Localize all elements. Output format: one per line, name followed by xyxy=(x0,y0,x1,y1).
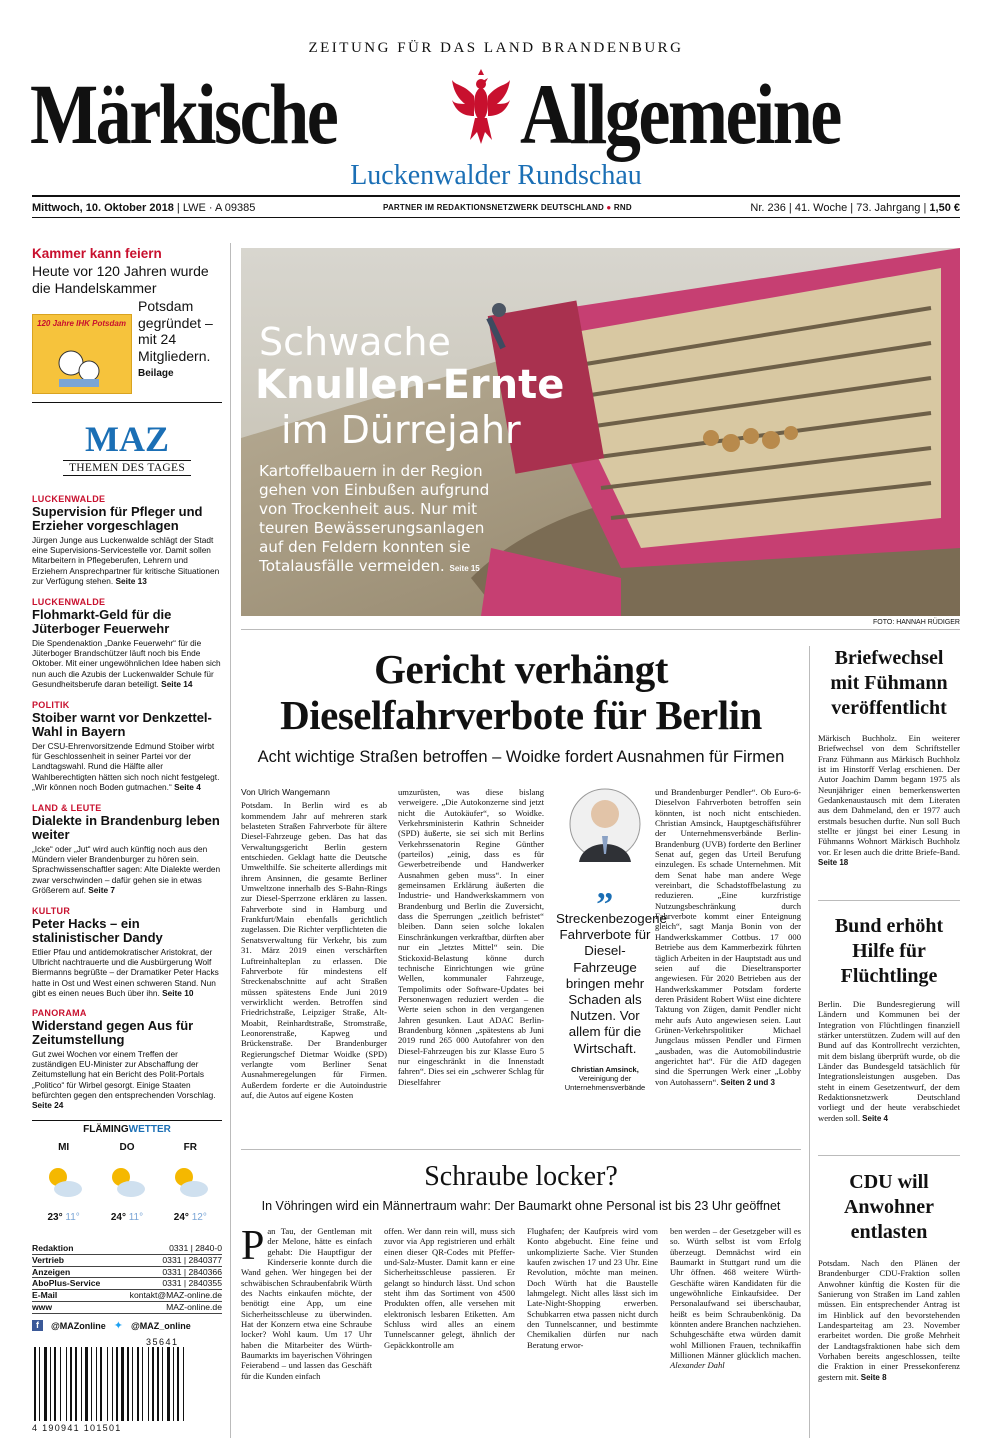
partner-text: PARTNER IM REDAKTIONSNETZWERK DEUTSCHLAND xyxy=(383,203,604,212)
bund-text: Berlin. Die Bundesregierung will Ländern und Kommunen bei der Integration von Flüchtlingen finanziell stärker unterstützen. Zudem will auf den Bund auf das Kontrollrecht verzichten, mit dem bislang überprüft wurde, ob die Länder das Bundesgeld tatsächlich für Integrationsleistungen ausgeben. Das steht in einem Gesetzentwurf, der dem Redaktionsnetzwerk Deutschland vorliegt und der heute verabschiedet werden soll. xyxy=(818,999,960,1123)
right-divider-1 xyxy=(818,900,960,901)
main-column-1-text: Potsdam. In Berlin wird es ab kommendem Jahr auf mehreren stark belasteten Straßen Fahrverbote für ältere Diesel-Fahrzeuge geben. Das hat das Verwaltungsgericht Berlin gestern entschieden. Geklagt hatte die Deutsche Umwelthilfe. Sie scheiterte allerdings mit ihrem Ansinnen, die gesamte Berliner Umweltzone innerhalb des S-Bahn-Rings zur Diesel-Sperrzone erklären zu lassen. Fahrverbote sind in Hamburg und Frankfurt/Main ebenfalls gerichtlich zugelassen. Die Richter verpflichteten die Senatsverwaltung für Verkehr, bis zum 31. März 2019 einen verschärften Luftreinhalteplan zu erlassen. Die Fahrverbote für mindestens elf Streckenabschnitte auf acht Straßen müssen spätestens Ende Juni 2019 verwirklicht werden. Betroffen sind Friedrichstraße, Leipziger Straße, Alt-Moabit, Reinhardtstraße, Stromstraße, Leonorenstraße, Kapweg und Brückenstraße. Der Brandenburger Regierungschef Dietmar Woidke (SPD) verlangte vom Berliner Senat Ausnahmeregelungen für Firmen. Außerdem forderte er die Autoindustrie auf, die Autos auf eigene Kosten xyxy=(241,800,387,1100)
themes-header xyxy=(32,420,222,476)
contact-label: Redaktion xyxy=(32,1243,74,1253)
weather-day-label: MI xyxy=(58,1142,70,1153)
masthead-rule-top xyxy=(32,195,960,197)
main-headline-line-2: Dieselfahrverbote für Berlin xyxy=(280,692,762,738)
themes-item-kicker: POLITIK xyxy=(32,700,70,710)
story2-column-2: offen. Wer dann rein will, muss sich zuvor via App registrieren und erhält einen dieser QR-Codes mit Pfeffer-und-Salz-Muster. Damit kann er eine Sicherheitsschleuse passieren. Er gelangt so hindurch lässt. Und schon steht ihm das Sortiment von 4500 Produkten offen, alle versehen mit elektronisch lesbaren Etiketten. Am Schluss wird alles an einem Tunnelscanner gelegt, ähnlich der Gepäckkontrolle am xyxy=(384,1226,515,1350)
story2-column-1 xyxy=(241,1223,372,1381)
main-column-3 xyxy=(655,787,801,1088)
themes-item-page: Seite 14 xyxy=(161,678,193,689)
contact-website-link[interactable]: MAZ-online.de xyxy=(166,1301,222,1312)
promo-text-2: Potsdam gegründet – mit 24 Mitgliedern. xyxy=(138,298,213,364)
promo-box[interactable] xyxy=(32,246,222,394)
issue-price: 1,50 € xyxy=(929,202,960,214)
hero-divider xyxy=(241,629,960,630)
bund-body xyxy=(818,999,960,1124)
briefwechsel-page[interactable]: Seite 18 xyxy=(818,858,849,868)
themes-item-kicker: LUCKENWALDE xyxy=(32,597,106,607)
contact-label: AboPlus-Service xyxy=(32,1278,101,1289)
main-column-3-text: und Brandenburger Pendler“. Ob Euro-6-Dieselvon Fahrverboten betroffen sein könnten, ist noch nicht entschieden. Christian Amsinck, Hauptgeschäftsführer der Unternehmensverbände Berlin-Brandenburg (UVB) forderte den Berliner Senat auf, gegen das Urteil Berufung einzulegen. Es schade Unternehmen. Mit dem Senat habe man andere Wege vereinbart, die Schadstoffbelastung zu reduzieren. „Eine kurzfristige Nutzungsbeschränkung durch Fahrverbote kommt einer Enteignung gleich“, sagt Manja Bonin von der Handwerkskammer Cottbus. 17 000 Betriebe aus dem Kammerbezirk führten täglich Arbeiten in der Hauptstadt aus und seien auf die Dieseltransporter angewiesen. Für 2020 Betrieben aus der Handwerkskammer Potsdam forderte deren Präsident Robert Wüst eine dichtere Taktung von Zügen, damit Pendler nicht mehr aufs Auto angewiesen seien. Laut Grünen-Verkehrspolitiker Michael Jungclaus müssen Pendler und Firmen „ausbaden, was die Automobilindustrie angerichtet hat“. Für die AfD dagegen sind die Sperrungen Werk einer „Lobby von Autohassern“. xyxy=(655,787,801,1087)
twitter-handle[interactable]: @MAZ_online xyxy=(131,1320,191,1331)
contact-row xyxy=(32,1255,222,1267)
contact-value: 0331 | 2840366 xyxy=(162,1266,222,1277)
weather-low: 12° xyxy=(191,1212,207,1223)
maz-logo: MAZ xyxy=(85,419,169,459)
weather-day-label: DO xyxy=(119,1142,135,1153)
rnd-label: RND xyxy=(613,203,632,212)
weather-title-b: WETTER xyxy=(128,1124,171,1135)
contact-row xyxy=(32,1267,222,1279)
rnd-logo-icon: ● xyxy=(606,203,612,212)
promo-kicker: Kammer kann feiern xyxy=(32,246,162,261)
contact-label: www xyxy=(32,1301,53,1312)
column-divider-left xyxy=(230,243,231,1438)
hero-title-3: im Dürrejahr xyxy=(281,408,521,452)
themes-item-head: Stoiber warnt vor Denkzettel-Wahl in Bayern xyxy=(32,710,212,739)
cdu-body xyxy=(818,1258,960,1383)
cdu-page[interactable]: Seite 8 xyxy=(860,1372,887,1382)
contact-table xyxy=(32,1243,222,1314)
themes-item-head: Supervision für Pfleger und Erzieher vorgeschlagen xyxy=(32,504,203,533)
themes-item-page: Seite 4 xyxy=(174,781,201,792)
issue-date: Mittwoch, 10. Oktober 2018 xyxy=(32,202,174,214)
briefwechsel-text: Märkisch Buchholz. Ein weiterer Briefwechsel von dem Schriftsteller Franz Fühmann aus Märkisch Buchholz ist im Hinstorff Verlag erschienen. Der Autor Joachim Damm begann 1975 als Neunjähriger einen bemerkenswerten Gedankenaustausch mit dem Literaten aus dem Dahmeland, den er 1977 auch erstmals besuchen durfte. Nun soll Buch stellte er jüngst bei einer Lesung in Fühmanns Wohnort Märkisch Buchholz vor. Er lesen auch die dritte Briefe-Band. xyxy=(818,733,960,857)
story2-column-3: Flughafen; der Kaufpreis wird vom Konto abgebucht. Eine feine und unkomplizierte Sache. Vier Stunden kaufen zwischen 17 und 23 Uhr. Eine Revolution, möchte man meinen. Doch Würth hat die Baustelle lahmgelegt. Nicht alles lässt sich im Late-Night-Shopping erwerben. Schubkarren etwa passen nicht durch den Tunnelscanner, und bestimmte Chemikalien dürfen nur nach Beratung erwor- xyxy=(527,1226,658,1350)
main-column-1 xyxy=(241,787,387,1100)
issue-info: Nr. 236 | 41. Woche | 73. Jahrgang | 1,50 € xyxy=(750,202,960,214)
barcode-number: 4 190941 101501 xyxy=(32,1423,122,1433)
weather-day-label: FR xyxy=(183,1142,197,1153)
main-subheadline: Acht wichtige Straßen betroffen – Woidke fordert Ausnahmen für Firmen xyxy=(257,748,785,766)
themes-item-body: Die Spendenaktion „Danke Feuerwehr“ für die Jüterboger Brandschützer läuft noch bis Ende Oktober. Mit einer ungewöhnlichen Idee haben sich nun auch die Azubis der Luckenwalder Schule für Gesundheitsberufe daran beteiligt. xyxy=(32,638,221,689)
contact-row xyxy=(32,1278,222,1290)
hero-lead xyxy=(259,462,511,578)
quote-author: Christian Amsinck, xyxy=(571,1064,639,1074)
themes-item-body: „Icke“ oder „Jut“ wird auch künftig noch aus den Mündern vieler Brandenburger zu hören sein. Sprachwissenschaftler sagen: Alte Dialekte werden zwar verschwinden – dafür gehen sie in etwas Größerem auf. xyxy=(32,844,221,895)
themes-item-kicker: LUCKENWALDE xyxy=(32,494,106,504)
story2-column-1-text: an Tau, der Gentleman mit der Melone, hätte es einfach gehabt: Die Hauptfigur der Kinderserie konnte durch die Wand gehen. Wer hingegen bei der schwäbischen Schraubenfabrik Würth des Nachts einkaufen möchte, der benötigt eine App, um eine Sicherheitsschleuse zu überwinden. Hat der Konzern etwa eine Schraube locker? Wohl kaum. Um 17 Uhr haben die Mitarbeiter des Würth-Baumarkts im bayerischen Vöhringen Feierabend – und lassen das Geschäft für die Kunden einfach xyxy=(241,1226,372,1381)
story2-column-4 xyxy=(670,1226,801,1371)
story2-column-4-text: ben werden – der Gesetzgeber will es so. Würth selbst ist vom Erfolg überzeugt. Demnächst wird ein Baumarkt in Stuttgart rund um die Uhr öffnen. 468 weitere Würth-Geschäfte wären Kandidaten für die ungewöhnliche Einkaufsidee. Der Personalaufwand sei überschaubar, heißt es beim Schraubenkönig. Da könnten andere Branchen nachziehen. Schuhgeschäfte etwa würden damit wohl Millionen Frauen, technikaffin Millionen Männer glücklich machen. xyxy=(670,1226,801,1361)
contact-value: 0331 | 2840-0 xyxy=(169,1243,222,1253)
sun-cloud-icon xyxy=(44,1163,84,1201)
masthead-title-left: Märkische xyxy=(30,66,337,162)
weather-low: 11° xyxy=(65,1212,80,1223)
supplement-cover-title: 120 Jahre IHK Potsdam xyxy=(37,319,126,328)
sun-cloud-icon xyxy=(107,1163,147,1201)
barcode-addon: 35641 xyxy=(146,1337,179,1347)
contact-value: 0331 | 2840377 xyxy=(162,1254,222,1265)
themes-item-head: Dialekte in Brandenburg leben weiter xyxy=(32,813,220,842)
supplement-cover xyxy=(32,314,132,394)
facebook-handle[interactable]: @MAZonline xyxy=(51,1320,106,1331)
masthead-title-right: Allgemeine xyxy=(520,66,840,162)
social-links xyxy=(32,1319,191,1332)
portrait-photo xyxy=(569,784,641,864)
themes-item-5[interactable] xyxy=(32,906,222,998)
supplement-label: Beilage xyxy=(138,368,174,379)
themes-item-page: Seite 10 xyxy=(162,987,194,998)
themes-item-page: Seite 13 xyxy=(115,575,147,586)
themes-item-body: Jürgen Junge aus Luckenwalde schlägt der Stadt eine Supervisions-Servicestelle vor. Damit sollen Mitarbeitern in Pflegeberufen, Lehrern und Erziehern Ansprechpartner für kritische Situationen zur Verfügung stehen. xyxy=(32,535,220,586)
quote-box xyxy=(556,784,667,1092)
themes-item-page: Seite 24 xyxy=(32,1100,64,1111)
contact-email-link[interactable]: kontakt@MAZ-online.de xyxy=(129,1290,222,1301)
themes-item-2[interactable] xyxy=(32,597,222,689)
story2-subheadline: In Vöhringen wird ein Männertraum wahr: Der Baumarkt ohne Personal ist bis 23 Uhr geöffnet xyxy=(261,1199,781,1213)
barcode-icon xyxy=(32,1347,192,1423)
contact-row xyxy=(32,1243,222,1255)
story2-author: Alexander Dahl xyxy=(670,1360,725,1371)
story2-divider xyxy=(241,1149,801,1150)
column-divider-right xyxy=(809,646,810,1438)
cdu-headline[interactable]: CDU will Anwohner entlasten xyxy=(843,1171,934,1243)
weather-day-3 xyxy=(160,1142,220,1223)
twitter-icon: ✦ xyxy=(113,1320,123,1332)
themes-item-head: Peter Hacks – ein stalinistischer Dandy xyxy=(32,916,163,945)
masthead-tagline: ZEITUNG FÜR DAS LAND BRANDENBURG xyxy=(308,40,684,56)
main-headline[interactable] xyxy=(241,646,801,738)
dateline: Mittwoch, 10. Oktober 2018 | LWE · A 09385 xyxy=(32,202,256,214)
themes-item-body: Gut zwei Wochen vor einem Treffen der zuständigen EU-Minister zur Abschaffung der Zeitumstellung hat ein Bericht des Polit-Portals „Politico“ für Wirbel gesorgt. Einige Staaten befürchten gegen den entsprechenden Vorschlag. xyxy=(32,1049,216,1100)
contact-value: 0331 | 2840355 xyxy=(162,1278,222,1289)
themes-item-body: Der CSU-Ehrenvorsitzende Edmund Stoiber wirbt für Geschlossenheit in seiner Partei vor der Landtagswahl. Rund die Hälfte aller Wahlberechtigten hätten sich noch nicht festgelegt. „Wir können noch Boden gutmachen.“ xyxy=(32,741,220,792)
contact-label: Vertrieb xyxy=(32,1254,65,1265)
themes-item-kicker: LAND & LEUTE xyxy=(32,803,102,813)
hero-title-1: Schwache xyxy=(259,320,451,364)
contact-label: Anzeigen xyxy=(32,1266,71,1277)
themes-item-head: Flohmarkt-Geld für die Jüterboger Feuerwehr xyxy=(32,607,172,636)
quote-mark-icon: „ xyxy=(596,869,614,906)
themes-item-kicker: PANORAMA xyxy=(32,1008,87,1018)
themes-item-page: Seite 7 xyxy=(88,884,116,895)
promo-divider xyxy=(32,402,222,403)
weather-day-1 xyxy=(34,1142,94,1223)
themes-item-6[interactable] xyxy=(32,1008,222,1110)
main-page-ref[interactable]: Seiten 2 und 3 xyxy=(720,1077,775,1087)
themes-title: THEMEN DES TAGES xyxy=(63,460,191,476)
masthead-rule-bottom xyxy=(32,217,960,218)
story2-dropcap: P xyxy=(241,1223,265,1269)
weather-low: 11° xyxy=(128,1212,144,1223)
weather-high: 24° xyxy=(173,1212,189,1223)
weather-title xyxy=(32,1124,222,1135)
hero-photo[interactable] xyxy=(241,248,960,616)
right-divider-2 xyxy=(818,1155,960,1156)
contact-row[interactable] xyxy=(32,1290,222,1302)
main-column-2: umzurüsten, was diese bislang verweigere. „Die Autokonzerne sind jetzt nicht die Autokäufer“, so Woidke. Verkehrsministerin Kathrin Schneider (SPD) äußerte, sie sei sich mit Berlins Verkehrssenatorin Regine Günther (parteilos) „einig, dass es für Gewerbetreibende und Handwerker Ausnahmen geben muss“. In einer gemeinsamen Erklärung äußerten die Industrie- und Handwerkskammern von Brandenburg und Berlin die Zuversicht, dass die Sperrungen „zeitlich befristet“ bleiben. Dann seien solche lokalen Einschränkungen verkraftbar, dürften aber nur ein „letztes Mittel“ sein. Die Stickoxid-Belastung könne durch technische Einrichtungen wie grüne Wellen, kommunaler Fahrzeuge, Tempolimits oder Software-Updates bei Personenwagen reduziert werden – die Werte seien schon in den vergangenen Jahren gesunken. Laut ADAC Berlin-Brandenburg können „spätestens ab Juni 2019 rund 265 000 Autofahrer von den Diesel-Fahrzeugen bis zur Klasse Euro 5 nur eingeschränkt in die Innenstadt fahren“. Dies sei ein „schwerer Schlag für Dieselfahrer xyxy=(398,787,544,1087)
sun-cloud-icon xyxy=(170,1163,210,1201)
quote-text: Streckenbezogene Fahrverbote für Diesel-Fahrzeuge bringen mehr Schaden als Nutzen. Vor allem für die Wirtschaft. xyxy=(556,911,667,1056)
themes-item-kicker: KULTUR xyxy=(32,906,71,916)
promo-text-1: Heute vor 120 Jahren wurde die Handelskammer xyxy=(32,263,209,296)
weather-day-2 xyxy=(97,1142,157,1223)
hero-lead-text: Kartoffelbauern in der Region gehen von Einbußen aufgrund von Trockenheit aus. Nur mit teuren Bewässerungsanlagen auf den Feldern konnten sie Totalausfälle vermeiden. xyxy=(259,462,490,575)
briefwechsel-body xyxy=(818,733,960,868)
facebook-icon: f xyxy=(32,1320,43,1331)
weather-rule xyxy=(32,1120,222,1121)
weather-days xyxy=(32,1142,222,1223)
themes-item-3[interactable] xyxy=(32,700,222,792)
briefwechsel-headline[interactable]: Briefwechsel mit Fühmann veröffentlicht xyxy=(830,647,948,719)
bund-headline[interactable]: Bund erhöht Hilfe für Flüchtlinge xyxy=(834,915,944,987)
story2-headline[interactable]: Schraube locker? xyxy=(424,1161,618,1192)
weather-high: 24° xyxy=(110,1212,126,1223)
weather-title-a: FLÄMING xyxy=(83,1124,129,1135)
themes-item-4[interactable] xyxy=(32,803,222,895)
bund-page[interactable]: Seite 4 xyxy=(862,1113,888,1123)
main-headline-line-1: Gericht verhängt xyxy=(374,646,668,692)
partner-line xyxy=(383,203,632,212)
issue-number: Nr. 236 xyxy=(750,202,786,214)
hero-page-ref: Seite 15 xyxy=(449,564,480,573)
main-byline: Von Ulrich Wangemann xyxy=(241,787,330,797)
themes-item-1[interactable] xyxy=(32,494,222,586)
quote-author-role: Vereinigung der Unternehmensverbände xyxy=(564,1073,646,1092)
themes-item-head: Widerstand gegen Aus für Zeitumstellung xyxy=(32,1018,194,1047)
edition-name: Luckenwalder Rundschau xyxy=(350,160,642,191)
edition-code: LWE · A 09385 xyxy=(182,202,256,214)
weather-high: 23° xyxy=(47,1212,63,1223)
hero-title-2: Knullen-Ernte xyxy=(255,362,565,408)
issue-year: 73. Jahrgang xyxy=(856,202,921,214)
contact-row[interactable] xyxy=(32,1302,222,1314)
cdu-text: Potsdam. Nach den Plänen der Brandenburger CDU-Fraktion sollen Anwohner künftig die Kosten für die Sanierung von Straßen im Land zahlen müssen. Ein entsprechender Antrag ist im Hinblick auf den bevorstehenden Landesparteitag am 23. November erarbeitet worden. Die große Mehrheit der Landtagsfraktionen habe sich dem Vorhaben bereits angeschlossen, teilte die Fraktion in einer Pressekonferenz gestern mit. xyxy=(818,1258,960,1382)
contact-label: E-Mail xyxy=(32,1290,58,1301)
issue-week: 41. Woche xyxy=(794,202,848,214)
brandenburg-eagle-icon xyxy=(450,66,512,148)
photo-credit: FOTO: HANNAH RÜDIGER xyxy=(873,619,960,626)
supplement-illustration-icon xyxy=(51,341,111,391)
themes-item-body: Etlier Pfau und antidemokratischer Aristokrat, der Ulbricht nachtrauerte und die Ausbürgerung Wolf Biermanns begrüßte – der Dramatiker Peter Hacks hatte in Ost und West einen schweren Stand. Nun gibt es einen neues Buch über ihn. xyxy=(32,947,219,998)
